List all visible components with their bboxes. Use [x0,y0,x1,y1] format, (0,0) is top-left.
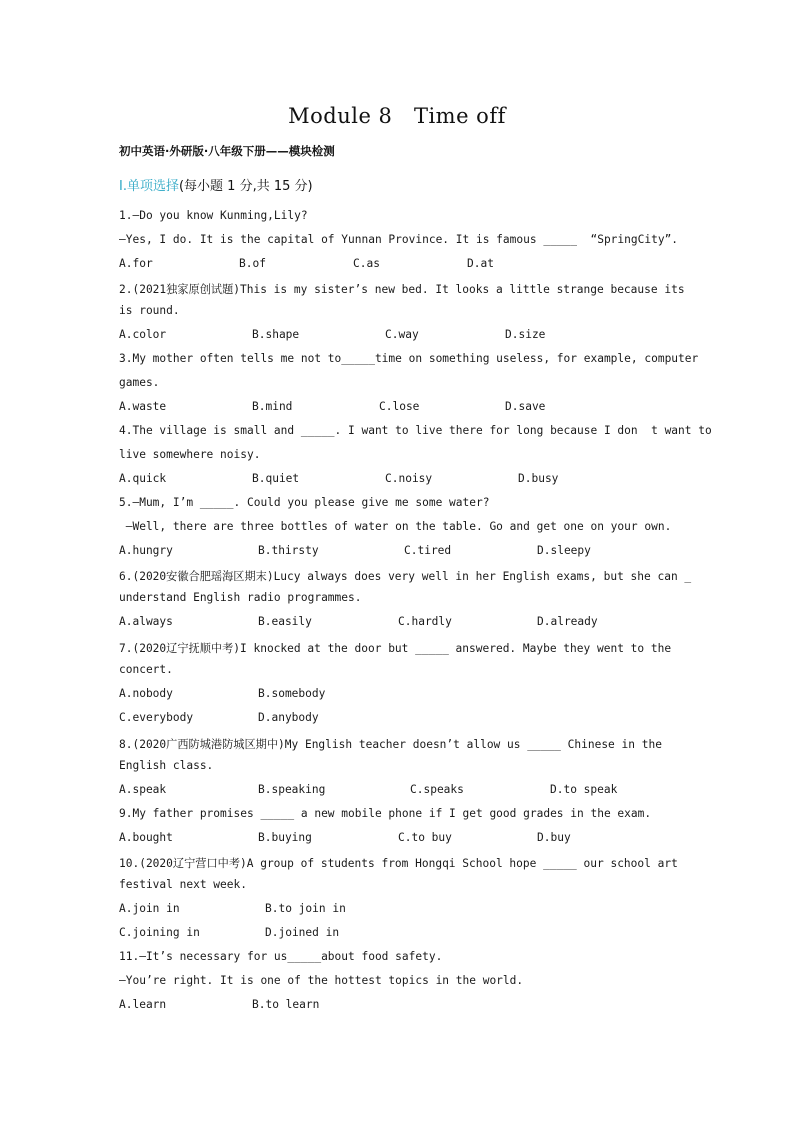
q4-option-b: B.quiet [252,472,300,485]
question-10-line-2: festival next week. [119,878,247,891]
q1-option-a: A.for [119,257,153,270]
question-11-line-1: 11.—It’s necessary for us_____about food safety. [119,950,443,963]
q4-option-d: D.busy [518,472,559,485]
q5-option-d: D.sleepy [537,544,591,557]
q8-option-d: D.to speak [550,783,618,796]
section-heading [119,175,313,194]
question-4-line-1: 4.The village is small and _____. I want to live there for long because I don t want to [119,424,712,437]
question-1-line-1: 1.—Do you know Kunming,Lily? [119,209,308,222]
q2-option-c: C.way [385,328,419,341]
question-10-line-1: 10.(2020辽宁营口中考)A group of students from Hongqi School hope _____ our school art [119,857,678,870]
q2-option-d: D.size [505,328,546,341]
q5-option-b: B.thirsty [258,544,319,557]
q3-option-d: D.save [505,400,546,413]
q7-option-c: C.everybody [119,711,194,724]
q9-option-a: A.bought [119,831,173,844]
q2-option-b: B.shape [252,328,300,341]
q8-option-b: B.speaking [258,783,326,796]
page-title: Module 8 Time off [288,104,506,128]
q10-option-a: A.join in [119,902,180,915]
question-7-line-1: 7.(2020辽宁抚顺中考)I knocked at the door but _____ answered. Maybe they went to the [119,642,672,655]
question-9-line-1: 9.My father promises _____ a new mobile phone if I get good grades in the exam. [119,807,652,820]
question-8-line-1: 8.(2020广西防城港防城区期中)My English teacher doesn’t allow us _____ Chinese in the [119,738,662,751]
section-label: Ⅰ.单项选择 [119,179,179,194]
q11-option-b: B.to learn [252,998,320,1011]
q10-option-b: B.to join in [265,902,346,915]
q1-option-c: C.as [353,257,380,270]
q5-option-c: C.tired [404,544,452,557]
q8-option-c: C.speaks [410,783,464,796]
question-5-line-2: —Well, there are three bottles of water on the table. Go and get one on your own. [119,520,672,533]
question-1-line-2: —Yes, I do. It is the capital of Yunnan Province. It is famous _____ “SpringCity”. [119,233,679,246]
q4-option-a: A.quick [119,472,167,485]
question-3-line-1: 3.My mother often tells me not to_____time on something useless, for example, computer [119,352,699,365]
section-note: (每小题 1 分,共 15 分) [178,179,313,194]
question-6-line-1: 6.(2020安徽合肥瑶海区期末)Lucy always does very well in her English exams, but she can _ [119,570,692,583]
q2-option-a: A.color [119,328,167,341]
q6-option-a: A.always [119,615,173,628]
q6-option-b: B.easily [258,615,312,628]
q6-option-d: D.already [537,615,598,628]
q6-option-c: C.hardly [398,615,452,628]
q3-option-b: B.mind [252,400,293,413]
page-subtitle: 初中英语·外研版·八年级下册——模块检测 [119,144,335,158]
q1-option-d: D.at [467,257,494,270]
question-2-line-2: is round. [119,304,180,317]
question-3-line-2: games. [119,376,160,389]
q7-option-b: B.somebody [258,687,326,700]
q5-option-a: A.hungry [119,544,173,557]
question-7-line-2: concert. [119,663,173,676]
q9-option-c: C.to buy [398,831,452,844]
q10-option-c: C.joining in [119,926,200,939]
q1-option-b: B.of [239,257,266,270]
question-4-line-2: live somewhere noisy. [119,448,261,461]
question-5-line-1: 5.—Mum, I’m _____. Could you please give me some water? [119,496,490,509]
question-2-line-1: 2.(2021独家原创试题)This is my sister’s new bed. It looks a little strange because its [119,283,685,296]
q3-option-a: A.waste [119,400,167,413]
q3-option-c: C.lose [379,400,420,413]
question-6-line-2: understand English radio programmes. [119,591,362,604]
question-11-line-2: —You’re right. It is one of the hottest topics in the world. [119,974,524,987]
q7-option-a: A.nobody [119,687,173,700]
q9-option-b: B.buying [258,831,312,844]
q9-option-d: D.buy [537,831,571,844]
q8-option-a: A.speak [119,783,167,796]
q4-option-c: C.noisy [385,472,433,485]
q7-option-d: D.anybody [258,711,319,724]
q10-option-d: D.joined in [265,926,340,939]
question-8-line-2: English class. [119,759,214,772]
q11-option-a: A.learn [119,998,167,1011]
